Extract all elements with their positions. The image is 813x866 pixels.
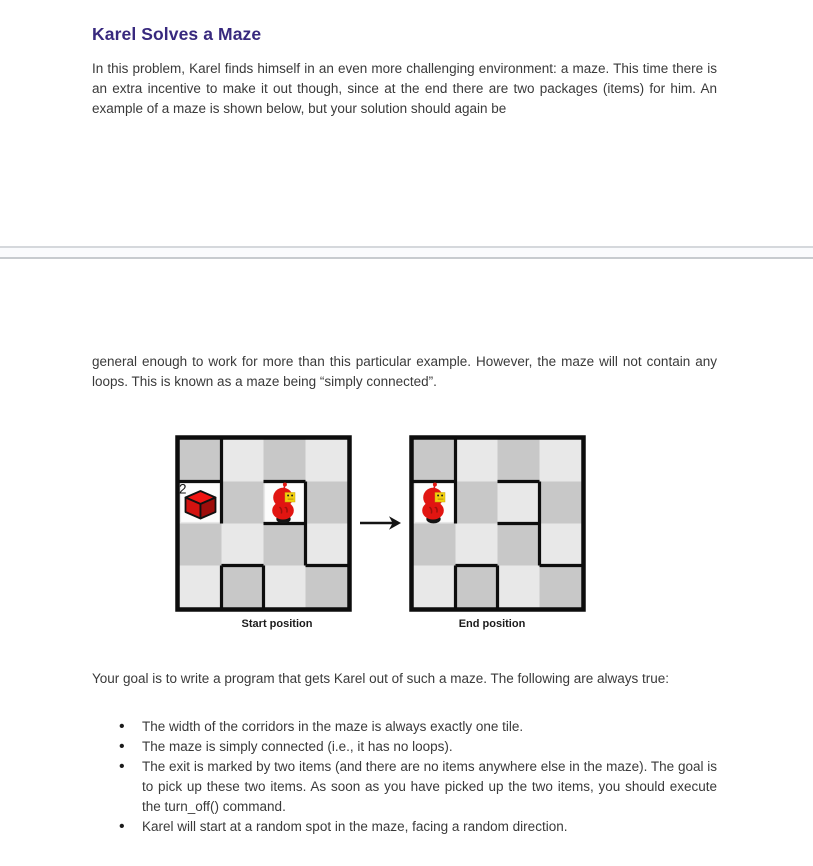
rule-item: • Karel will start at a random spot in the maze, facing a random direction. bbox=[92, 817, 717, 837]
maze-tile bbox=[180, 440, 222, 482]
item-count-label: 2 bbox=[179, 481, 187, 497]
maze-tile bbox=[306, 440, 348, 482]
maze-tile bbox=[264, 440, 306, 482]
end-position-caption: End position bbox=[458, 618, 526, 630]
maze-figure bbox=[0, 435, 813, 650]
start-position-caption: Start position bbox=[241, 618, 313, 630]
maze-tile bbox=[540, 440, 582, 482]
maze-tile bbox=[456, 482, 498, 524]
maze-tile bbox=[306, 524, 348, 566]
maze-tile bbox=[540, 566, 582, 608]
rules-list bbox=[92, 717, 717, 837]
end-maze-diagram bbox=[409, 435, 586, 612]
maze-tile bbox=[498, 524, 540, 566]
maze-tile bbox=[306, 482, 348, 524]
rule-item: • The exit is marked by two items (and there are no items anywhere else in the maze). The goal is to pick up these two items. As soon as you have picked up the two items, you should execute the turn_off() command. bbox=[92, 757, 717, 817]
maze-tile bbox=[180, 566, 222, 608]
maze-tile bbox=[414, 566, 456, 608]
maze-tile bbox=[306, 566, 348, 608]
maze-tile bbox=[414, 524, 456, 566]
maze-tile bbox=[222, 566, 264, 608]
page-title: Karel Solves a Maze bbox=[92, 24, 262, 44]
arrow-right-icon bbox=[357, 510, 403, 536]
maze-tile bbox=[180, 524, 222, 566]
page-break-divider bbox=[0, 246, 813, 259]
rule-item: • The maze is simply connected (i.e., it has no loops). bbox=[92, 737, 717, 757]
maze-tile bbox=[456, 566, 498, 608]
maze-tile bbox=[222, 440, 264, 482]
intro-paragraph: In this problem, Karel finds himself in an even more challenging environment: a maze. This time there is an extra incentive to make it out though, since at the end there are two packages (items) for him. An example of a maze is shown below, but your solution should again be bbox=[92, 61, 717, 116]
start-maze-diagram bbox=[175, 435, 352, 612]
maze-tile bbox=[456, 440, 498, 482]
goal-paragraph: Your goal is to write a program that gets Karel out of such a maze. The following are always true: bbox=[92, 671, 670, 686]
maze-tile bbox=[264, 566, 306, 608]
maze-tile bbox=[498, 566, 540, 608]
maze-tile bbox=[222, 524, 264, 566]
maze-tile bbox=[414, 440, 456, 482]
maze-tile bbox=[222, 482, 264, 524]
maze-tile bbox=[540, 524, 582, 566]
rule-item: • The width of the corridors in the maze is always exactly one tile. bbox=[92, 717, 717, 737]
maze-tile bbox=[498, 482, 540, 524]
continuation-paragraph: general enough to work for more than this particular example. However, the maze will not contain any loops. This is known as a maze being “simply connected”. bbox=[92, 354, 717, 389]
maze-tile bbox=[456, 524, 498, 566]
maze-tile bbox=[540, 482, 582, 524]
maze-tile bbox=[264, 524, 306, 566]
maze-tile bbox=[498, 440, 540, 482]
